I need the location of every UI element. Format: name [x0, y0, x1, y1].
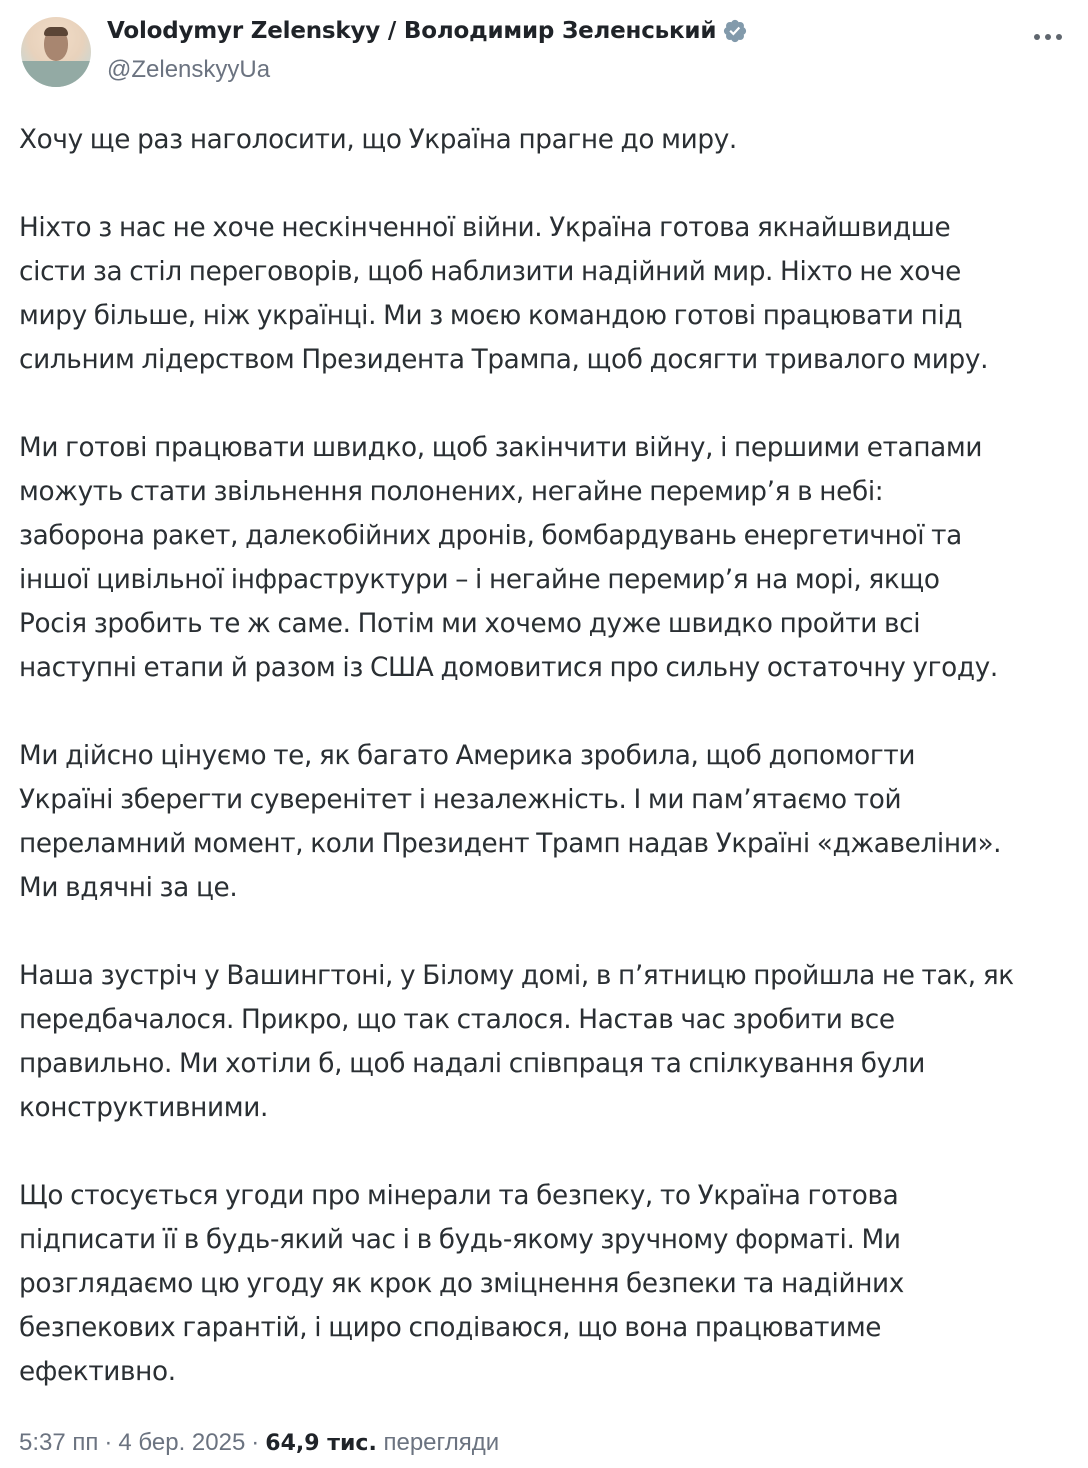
author-handle[interactable]: @ZelenskyyUa	[107, 56, 271, 83]
separator: ·	[251, 1429, 260, 1456]
verified-badge-icon[interactable]	[722, 18, 748, 44]
author-name-row	[107, 18, 748, 44]
tweet-line: розглядаємо цю угоду як крок до зміцнення безпеки та надійних	[19, 1269, 905, 1299]
tweet-paragraph	[19, 1174, 1079, 1394]
tweet-meta	[19, 1429, 499, 1457]
more-horizontal-icon	[1056, 34, 1062, 40]
tweet-paragraph	[19, 426, 1079, 690]
separator: ·	[104, 1429, 113, 1456]
views-count[interactable]: 64,9 тис.	[265, 1431, 377, 1456]
tweet-line: Україні зберегти суверенітет і незалежність. І ми пам’ятаємо той	[19, 785, 902, 815]
tweet-text	[19, 118, 1079, 1438]
tweet-line: правильно. Ми хотіли б, щоб надалі співпраця та спілкування були	[19, 1049, 926, 1079]
author-display-name[interactable]: Volodymyr Zelenskyy / Володимир Зеленський	[107, 18, 717, 44]
tweet-line: можуть стати звільнення полонених, негайне перемир’я в небі:	[19, 477, 884, 507]
tweet-line: безпекових гарантій, і щиро сподіваюся, що вона працюватиме	[19, 1313, 882, 1343]
tweet-line: іншої цивільної інфраструктури – і негайне перемир’я на морі, якщо	[19, 565, 940, 595]
tweet-line: Хочу ще раз наголосити, що Україна прагне до миру.	[19, 125, 737, 155]
tweet-paragraph	[19, 734, 1079, 910]
tweet-line: Наша зустріч у Вашингтоні, у Білому домі, в п’ятницю пройшла не так, як	[19, 961, 1014, 991]
tweet-line: переламний момент, коли Президент Трамп надав Україні «джавеліни».	[19, 829, 1002, 859]
tweet-header	[0, 0, 1088, 110]
tweet-line: заборона ракет, далекобійних дронів, бомбардувань енергетичної та	[19, 521, 962, 551]
tweet-line: конструктивними.	[19, 1093, 268, 1123]
tweet-time[interactable]: 5:37 пп	[19, 1429, 99, 1456]
tweet-line: сісти за стіл переговорів, щоб наблизити надійний мир. Ніхто не хоче	[19, 257, 962, 287]
avatar-shirt	[21, 61, 91, 87]
tweet-paragraph	[19, 206, 1079, 382]
tweet-line: наступні етапи й разом із США домовитися про сильну остаточну угоду.	[19, 653, 998, 683]
tweet-line: сильним лідерством Президента Трампа, щоб досягти тривалого миру.	[19, 345, 989, 375]
more-options-button[interactable]	[1024, 22, 1072, 52]
tweet-line: Ми дійсно цінуємо те, як багато Америка зробила, щоб допомогти	[19, 741, 916, 771]
tweet-line: підписати її в будь-який час і в будь-якому зручному форматі. Ми	[19, 1225, 901, 1255]
tweet-line: Росія зробить те ж саме. Потім ми хочемо дуже швидко пройти всі	[19, 609, 921, 639]
tweet-paragraph	[19, 954, 1079, 1130]
views-label: перегляди	[383, 1429, 500, 1456]
more-horizontal-icon	[1034, 34, 1040, 40]
tweet-line: передбачалося. Прикро, що так сталося. Настав час зробити все	[19, 1005, 895, 1035]
tweet-line: Ми вдячні за це.	[19, 873, 238, 903]
tweet-date[interactable]: 4 бер. 2025	[118, 1429, 246, 1456]
tweet-line: Ми готові працювати швидко, щоб закінчити війну, і першими етапами	[19, 433, 983, 463]
tweet-line: ефективно.	[19, 1357, 176, 1387]
avatar-hair	[44, 27, 68, 36]
tweet-paragraph	[19, 118, 1079, 162]
tweet-line: Ніхто з нас не хоче нескінченної війни. Україна готова якнайшвидше	[19, 213, 951, 243]
more-horizontal-icon	[1045, 34, 1051, 40]
tweet-line: миру більше, ніж українці. Ми з моєю командою готові працювати під	[19, 301, 963, 331]
tweet-line: Що стосується угоди про мінерали та безпеку, то Україна готова	[19, 1181, 899, 1211]
author-avatar[interactable]	[21, 17, 91, 87]
